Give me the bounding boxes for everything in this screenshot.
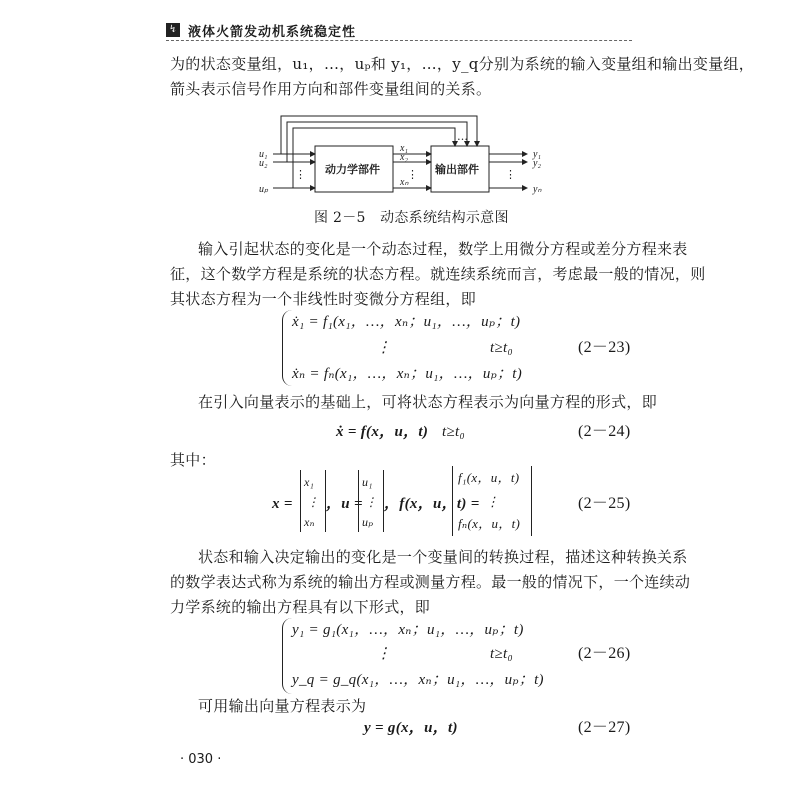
eq24-number: (2－24) — [578, 423, 631, 440]
eq25-x-top: x₁ — [304, 475, 315, 489]
paragraph-line: 箭头表示信号作用方向和部件变量组间的关系。 — [170, 80, 492, 98]
eq23-line2: ẋₙ = fₙ(x₁，…，xₙ；u₁，…，uₚ；t) — [292, 366, 523, 382]
input-vdots: ⋮ — [295, 168, 306, 181]
input-label-up: uₚ — [259, 184, 269, 195]
eq25-x-bot: xₙ — [304, 515, 315, 529]
output-label-y2: y₂ — [533, 158, 541, 169]
eq25-f-vdots: ⋮ — [486, 494, 500, 509]
dynamics-block-label: 动力学部件 — [325, 163, 380, 176]
state-vdots: ⋮ — [407, 168, 418, 181]
paragraph-line: 其状态方程为一个非线性时变微分方程组，即 — [170, 290, 477, 308]
paragraph-line: 的数学表达式称为系统的输出方程或测量方程。最一般的情况下，一个连续动 — [170, 573, 691, 591]
paragraph-line: 状态和输入决定输出的变化是一个变量间的转换过程，描述这种转换关系 — [198, 548, 688, 566]
eq25-f-bot: fₙ(x，u，t) — [458, 516, 521, 531]
page-number: · 030 · — [180, 752, 222, 767]
eq25-f-top: f₁(x，u，t) — [458, 470, 520, 485]
eq27-number: (2－27) — [578, 719, 631, 736]
paragraph-line: 可用输出向量方程表示为 — [198, 697, 367, 715]
paragraph-line: 其中： — [170, 451, 216, 469]
output-vdots: ⋮ — [505, 168, 516, 181]
eq25-x-label: x = — [272, 496, 293, 512]
eq23-vdots: ⋮ — [376, 340, 392, 356]
eq23-condition: t≥t₀ — [490, 340, 513, 356]
eq25-x-vdots: ⋮ — [307, 495, 320, 509]
eq25-u-bot: uₚ — [362, 515, 374, 529]
eq25-u-vdots: ⋮ — [365, 495, 378, 509]
eq25-f-label: ，f(x，u，t) = — [384, 496, 480, 512]
system-structure-diagram — [255, 110, 555, 210]
paragraph-line: 在引入向量表示的基础上，可将状态方程表示为向量方程的形式，即 — [198, 393, 658, 411]
header-title: 液体火箭发动机系统稳定性 — [188, 25, 357, 40]
eq23-line1: ẋ₁ = f₁(x₁，…，xₙ；u₁，…，uₚ；t) — [292, 314, 521, 330]
eq26-vdots: ⋮ — [376, 646, 392, 662]
eq25-u-top: u₁ — [362, 475, 373, 489]
state-label-xn: xₙ — [400, 177, 409, 188]
eq25-number: (2－25) — [578, 495, 631, 512]
eq25-u-label: ，u = — [326, 496, 363, 512]
paragraph-line: 征，这个数学方程是系统的状态方程。就连续系统而言，考虑最一般的情况，则 — [170, 265, 706, 283]
output-label-y1: y₁ — [533, 149, 541, 160]
eq23-number: (2－23) — [578, 339, 631, 356]
running-header — [166, 22, 632, 40]
state-label-x1: x₁ — [400, 143, 408, 154]
eq26-line2: y_q = g_q(x₁，…，xₙ；u₁，…，uₚ；t) — [292, 672, 544, 688]
header-logo-icon: ↯ — [166, 23, 180, 37]
figure-caption: 图 2－5 动态系统结构示意图 — [314, 210, 509, 226]
eq27-body: y = g(x，u，t) — [364, 720, 458, 736]
state-label-x2: x₂ — [400, 152, 408, 163]
input-label-u1: u₁ — [259, 149, 268, 160]
paragraph-line: 输入引起状态的变化是一个动态过程，数学上用微分方程或差分方程来表 — [198, 240, 688, 258]
eq26-number: (2－26) — [578, 645, 631, 662]
loop-dots: … — [457, 130, 468, 143]
header-rule — [166, 40, 632, 41]
eq24-body: ẋ = f(x，u，t) — [336, 424, 429, 440]
paragraph-line: 力学系统的输出方程具有以下形式，即 — [170, 598, 431, 616]
eq26-condition: t≥t₀ — [490, 646, 513, 662]
input-label-u2: u₂ — [259, 158, 268, 169]
eq24-condition: t≥t₀ — [442, 424, 465, 440]
paragraph-line: 为的状态变量组，u₁，…，uₚ和 y₁，…，y_q分别为系统的输入变量组和输出变量组， — [170, 55, 755, 73]
output-label-yn: yₙ — [533, 184, 542, 195]
output-block-label: 输出部件 — [435, 163, 479, 176]
eq26-line1: y₁ = g₁(x₁，…，xₙ；u₁，…，uₚ；t) — [292, 622, 524, 638]
